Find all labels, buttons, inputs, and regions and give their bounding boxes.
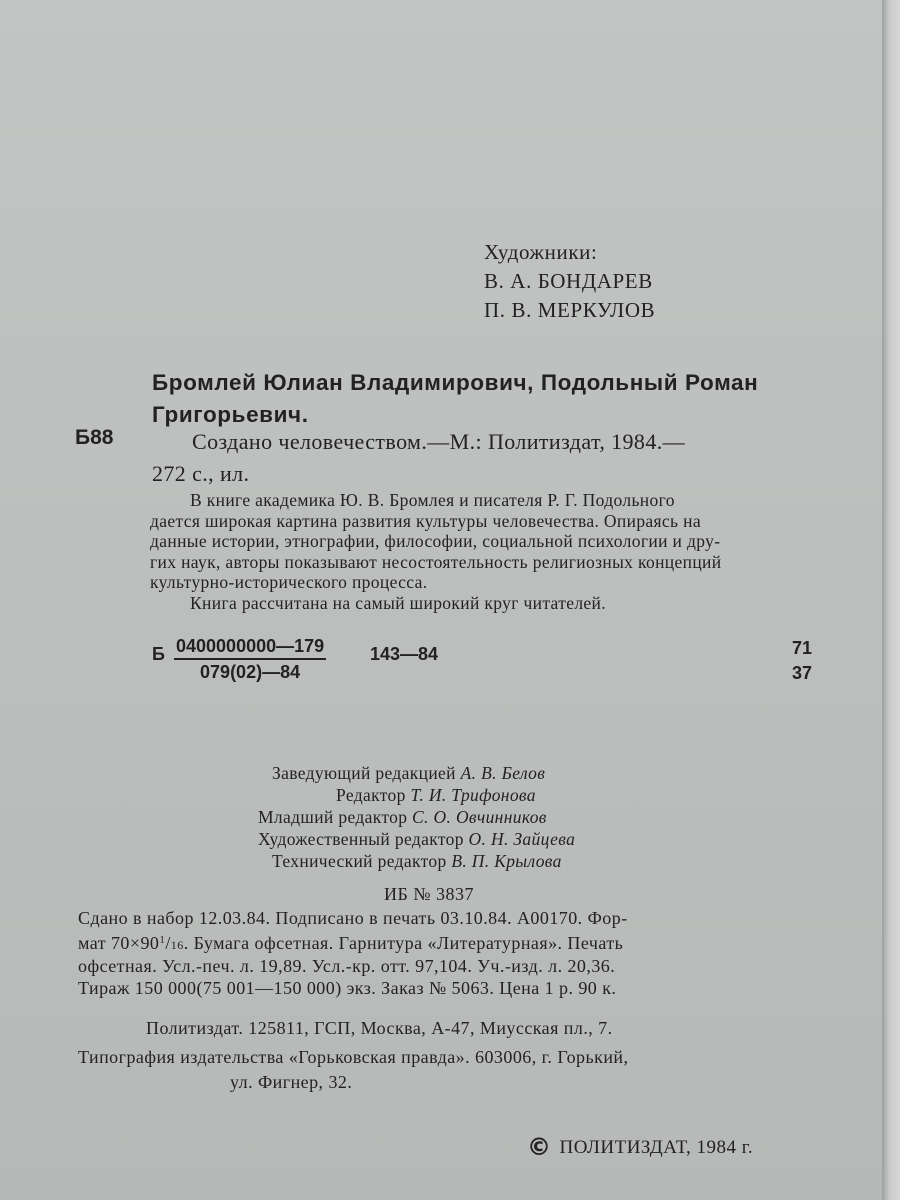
artists-heading: Художники: bbox=[484, 240, 598, 264]
printer-info bbox=[78, 1045, 628, 1095]
tech-fragment: 1 bbox=[159, 933, 166, 946]
credit-line bbox=[258, 828, 575, 850]
copyright-text: ПОЛИТИЗДАТ, 1984 г. bbox=[559, 1137, 754, 1158]
tech-fragment: 90 bbox=[140, 932, 160, 953]
tech-line bbox=[78, 930, 628, 957]
page-edge bbox=[882, 0, 900, 1200]
annotation-line: гих наук, авторы показывают несостоятельность религиозных концепций bbox=[150, 551, 722, 572]
credit-line bbox=[270, 784, 575, 806]
bibliographic-entry bbox=[152, 426, 685, 490]
credit-role: Младший редактор bbox=[258, 807, 408, 827]
credit-name: Т. И. Трифонова bbox=[410, 785, 536, 805]
annotation-line: культурно-исторического процесса. bbox=[150, 572, 428, 592]
credit-name: А. В. Белов bbox=[460, 763, 546, 783]
tech-line: офсетная. Усл.-печ. л. 19,89. Усл.-кр. отт. 97,104. Уч.-изд. л. 20,36. bbox=[78, 956, 616, 976]
biblio-line: Создано человечеством.—М.: Политиздат, 1984.— bbox=[192, 429, 686, 454]
tech-line: Тираж 150 000(75 001—150 000) экз. Заказ № 5063. Цена 1 р. 90 к. bbox=[78, 977, 617, 998]
publisher-address: Политиздат. 125811, ГСП, Москва, А-47, Миусская пл., 7. bbox=[146, 1018, 613, 1038]
tech-fragment: мат 70 bbox=[78, 932, 130, 953]
printer-line: ул. Фигнер, 32. bbox=[230, 1072, 353, 1092]
annotation bbox=[150, 490, 721, 613]
code-middle: 143—84 bbox=[370, 644, 439, 664]
credit-name: С. О. Овчинников bbox=[412, 807, 547, 827]
credit-role: Заведующий редакцией bbox=[272, 763, 456, 783]
tech-fragment: / bbox=[165, 932, 171, 953]
udk-top: 71 bbox=[792, 638, 813, 658]
code-denominator: 079(02)—84 bbox=[200, 662, 301, 682]
credit-line bbox=[270, 850, 575, 872]
credit-line bbox=[258, 806, 575, 828]
index-code: Б88 bbox=[75, 426, 114, 449]
copyright-line bbox=[527, 1133, 753, 1161]
credit-name: О. Н. Зайцева bbox=[468, 829, 576, 849]
credit-role: Художественный редактор bbox=[258, 829, 464, 849]
ib-number: ИБ № 3837 bbox=[384, 884, 475, 904]
author-line: Бромлей Юлиан Владимирович, Подольный Роман Григорьевич. bbox=[152, 370, 759, 427]
artists-block bbox=[484, 238, 655, 325]
credit-role: Редактор bbox=[336, 785, 406, 805]
annotation-line: дается широкая картина развития культуры человечества. Опираясь на bbox=[150, 510, 701, 531]
editorial-credits bbox=[258, 762, 576, 872]
tech-fragment: × bbox=[129, 932, 141, 953]
tech-fragment: 16 bbox=[170, 937, 184, 952]
credit-line bbox=[270, 762, 575, 784]
artist-name: В. А. БОНДАРЕВ bbox=[484, 269, 653, 293]
tech-fragment: . Бумага офсетная. Гарнитура «Литературная». Печать bbox=[183, 932, 624, 953]
annotation-line: В книге академика Ю. В. Бромлея и писателя Р. Г. Подольного bbox=[190, 490, 675, 510]
code-fraction bbox=[174, 636, 326, 683]
copyright-icon: © bbox=[527, 1133, 552, 1161]
annotation-line: данные истории, этнографии, философии, социальной психологии и дру- bbox=[150, 531, 721, 551]
technical-data bbox=[78, 908, 628, 999]
biblio-line: 272 с., ил. bbox=[152, 461, 250, 486]
audience-line: Книга рассчитана на самый широкий круг читателей. bbox=[190, 592, 606, 613]
code-letter: Б bbox=[152, 644, 165, 664]
udk-bottom: 37 bbox=[792, 663, 813, 683]
udk-code bbox=[792, 636, 812, 686]
code-numerator: 0400000000—179 bbox=[174, 636, 326, 660]
printer-line: Типография издательства «Горьковская правда». 603006, г. Горький, bbox=[78, 1047, 629, 1067]
credit-name: В. П. Крылова bbox=[451, 851, 562, 871]
tech-line: Сдано в набор 12.03.84. Подписано в печать 03.10.84. А00170. Фор- bbox=[78, 908, 628, 928]
artist-name: П. В. МЕРКУЛОВ bbox=[484, 298, 656, 322]
credit-role: Технический редактор bbox=[272, 851, 447, 871]
